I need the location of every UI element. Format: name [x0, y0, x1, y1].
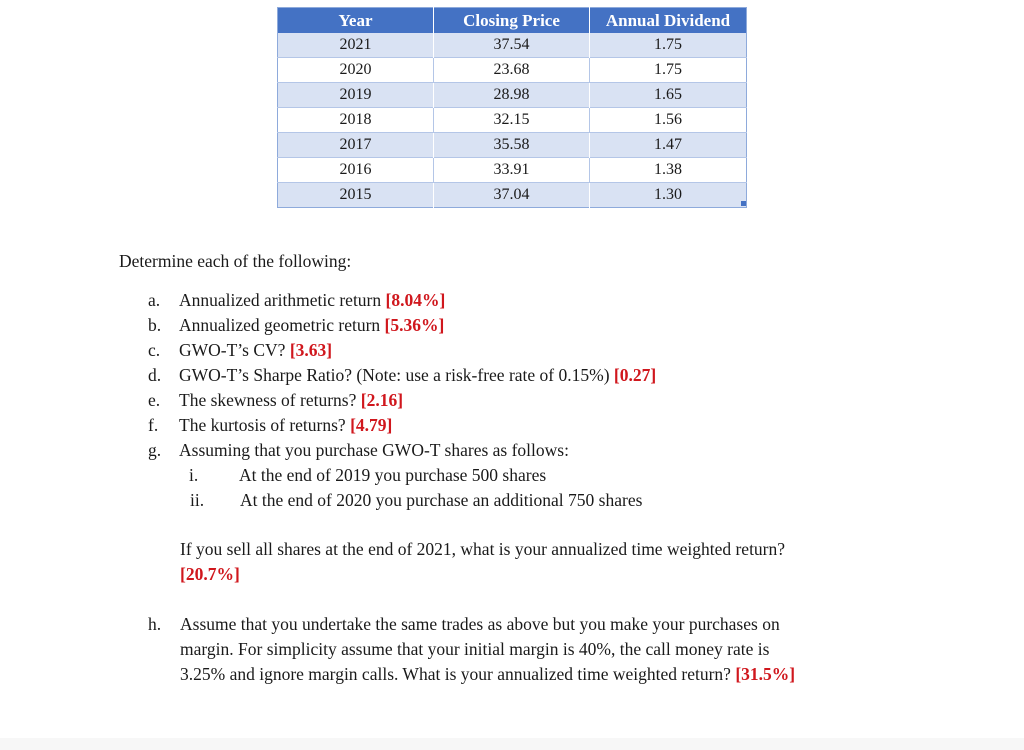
- answer-value: [8.04%]: [385, 290, 446, 310]
- page-bottom-band: [0, 738, 1024, 750]
- question-text: 3.25% and ignore margin calls. What is your annualized time weighted return?: [180, 664, 736, 684]
- cell-annual-dividend: 1.75: [590, 58, 747, 83]
- list-item: [148, 288, 656, 313]
- table-row: [278, 83, 747, 108]
- question-text: Assuming that you purchase GWO-T shares as follows:: [179, 440, 569, 460]
- cell-year: 2015: [339, 186, 372, 203]
- list-item: [148, 488, 656, 513]
- cell-closing-price: 23.68: [434, 58, 590, 83]
- question-text: Annualized geometric return: [179, 315, 385, 335]
- question-letter: h.: [148, 614, 162, 634]
- list-item: [148, 313, 656, 338]
- cell-year: 2019: [339, 86, 372, 103]
- answer-value: [0.27]: [613, 365, 657, 385]
- list-item: [148, 438, 656, 513]
- question-letter: d.: [148, 365, 162, 385]
- cell-closing-price: 33.91: [434, 158, 590, 183]
- table-row: [278, 58, 747, 83]
- question-letter: f.: [148, 415, 159, 435]
- table-row: [278, 133, 747, 158]
- cell-annual-dividend: 1.30: [590, 183, 747, 208]
- table-row: [278, 158, 747, 183]
- table-row: [278, 33, 747, 58]
- list-item: [148, 413, 656, 438]
- cell-annual-dividend: 1.38: [590, 158, 747, 183]
- cell-closing-price: 32.15: [434, 108, 590, 133]
- question-text: Annualized arithmetic return: [179, 290, 386, 310]
- cell-annual-dividend: 1.75: [590, 33, 747, 58]
- cell-year: 2021: [339, 36, 372, 53]
- question-letter: b.: [148, 315, 162, 335]
- question-text-line: [180, 662, 895, 687]
- answer-value: [5.36%]: [384, 315, 445, 335]
- list-item: [148, 388, 656, 413]
- sub-item-text: At the end of 2020 you purchase an additional 750 shares: [240, 490, 643, 510]
- sub-item-numeral: ii.: [190, 490, 205, 510]
- price-dividend-table: [277, 7, 747, 208]
- header-closing-price: Closing Price: [434, 8, 590, 34]
- question-g-followup: [180, 537, 900, 587]
- header-year: Year: [338, 10, 373, 30]
- cell-year: 2016: [278, 158, 434, 183]
- question-text: GWO-T’s CV?: [179, 340, 290, 360]
- sub-item-numeral: i.: [189, 465, 199, 485]
- question-text-line: margin. For simplicity assume that your initial margin is 40%, the call money rate is: [180, 639, 770, 659]
- list-item: [148, 463, 656, 488]
- cell-closing-price: 37.54: [434, 33, 590, 58]
- question-letter: a.: [148, 290, 161, 310]
- answer-value: [4.79]: [350, 415, 393, 435]
- header-annual-dividend: Annual Dividend: [590, 8, 747, 34]
- sub-item-list: [148, 463, 656, 513]
- sub-item-text: At the end of 2019 you purchase 500 shares: [239, 465, 547, 485]
- question-h: [148, 612, 908, 684]
- answer-value: [2.16]: [360, 390, 404, 410]
- table-row: [278, 108, 747, 133]
- question-list: [148, 288, 656, 513]
- table-header-row: [278, 8, 747, 34]
- question-text: GWO-T’s Sharpe Ratio? (Note: use a risk-free rate of 0.15%): [179, 365, 614, 385]
- cell-annual-dividend: 1.47: [590, 133, 747, 158]
- question-text: The skewness of returns?: [179, 390, 361, 410]
- question-text: The kurtosis of returns?: [179, 415, 351, 435]
- list-item: [148, 338, 656, 363]
- answer-value: [3.63]: [289, 340, 333, 360]
- cell-annual-dividend: 1.56: [590, 108, 747, 133]
- instructions-heading: Determine each of the following:: [119, 251, 352, 271]
- answer-value: [20.7%]: [180, 564, 240, 584]
- cell-year: 2020: [278, 58, 434, 83]
- cell-year: 2018: [278, 108, 434, 133]
- cell-annual-dividend: 1.65: [590, 83, 747, 108]
- cell-year: 2017: [339, 136, 372, 153]
- cell-closing-price: 28.98: [434, 83, 590, 108]
- question-h-body: [180, 612, 895, 687]
- question-letter: g.: [148, 440, 162, 460]
- list-item: [148, 363, 656, 388]
- table-resize-handle[interactable]: [741, 201, 746, 206]
- table-row: [278, 183, 747, 208]
- question-letter: e.: [148, 390, 161, 410]
- question-text: If you sell all shares at the end of 2021, what is your annualized time weighted return?: [180, 539, 786, 559]
- question-letter: c.: [148, 340, 161, 360]
- cell-closing-price: 37.04: [434, 183, 590, 208]
- answer-value: [31.5%]: [735, 664, 796, 684]
- cell-closing-price: 35.58: [434, 133, 590, 158]
- question-text-line: Assume that you undertake the same trades as above but you make your purchases on: [180, 614, 780, 634]
